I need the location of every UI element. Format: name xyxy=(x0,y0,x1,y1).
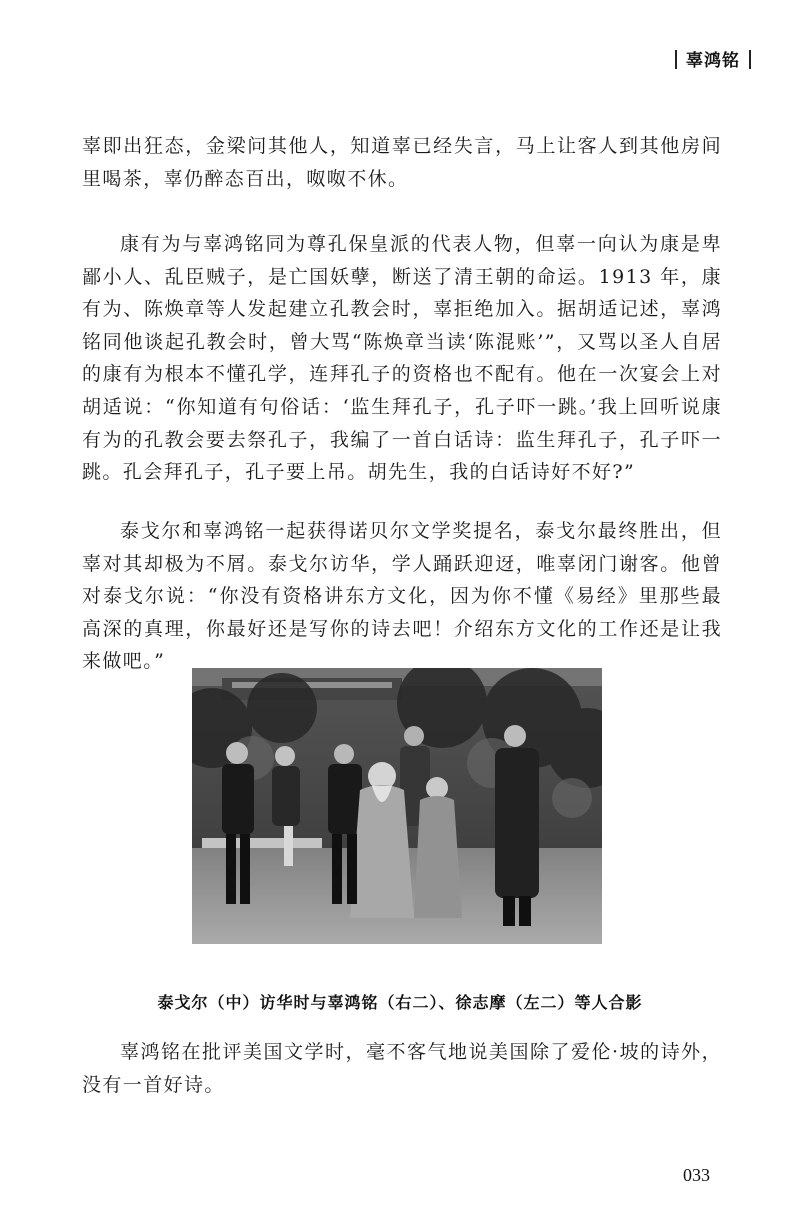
group-photo-illustration xyxy=(192,668,602,944)
paragraph-2: 康有为与辜鸿铭同为尊孔保皇派的代表人物，但辜一向认为康是卑鄙小人、乱臣贼子，是亡国妖孽，断送了清王朝的命运。1913 年，康有为、陈焕章等人发起建立孔教会时，辜拒绝加入。据胡适记述，辜鸿铭同他谈起孔教会时，曾大骂“陈焕章当读‘陈混账’”，又骂以圣人自居的康有为根本不懂孔学，连拜孔子的资格也不配有。他在一次宴会上对胡适说：“你知道有句俗话：‘监生拜孔子，孔子吓一跳。’我上回听说康有为的孔教会要去祭孔子，我编了一首白话诗：监生拜孔子，孔子吓一跳。孔会拜孔子，孔子要上吊。胡先生，我的白话诗好不好?” xyxy=(82,233,722,484)
group-photo xyxy=(192,668,602,944)
header-divider-left xyxy=(675,50,677,69)
page-number: 033 xyxy=(683,1165,710,1185)
paragraph-1: 辜即出狂态，金梁问其他人，知道辜已经失言，马上让客人到其他房间里喝茶，辜仍醉态百出，呶呶不休。 xyxy=(82,135,722,190)
paragraph-3: 泰戈尔和辜鸿铭一起获得诺贝尔文学奖提名，泰戈尔最终胜出，但辜对其却极为不屑。泰戈尔访华，学人踊跃迎迓，唯辜闭门谢客。他曾对泰戈尔说：“你没有资格讲东方文化，因为你不懂《易经》里那些最高深的真理，你最好还是写你的诗去吧！介绍东方文化的工作还是让我来做吧。” xyxy=(82,520,722,673)
paragraph-4: 辜鸿铭在批评美国文学时，毫不客气地说美国除了爱伦·坡的诗外，没有一首好诗。 xyxy=(82,1041,722,1096)
running-header xyxy=(666,46,760,71)
header-divider-right xyxy=(749,50,751,69)
figure-caption: 泰戈尔（中）访华时与辜鸿铭（右二）、徐志摩（左二）等人合影 xyxy=(157,993,643,1012)
running-title: 辜鸿铭 xyxy=(686,51,740,71)
